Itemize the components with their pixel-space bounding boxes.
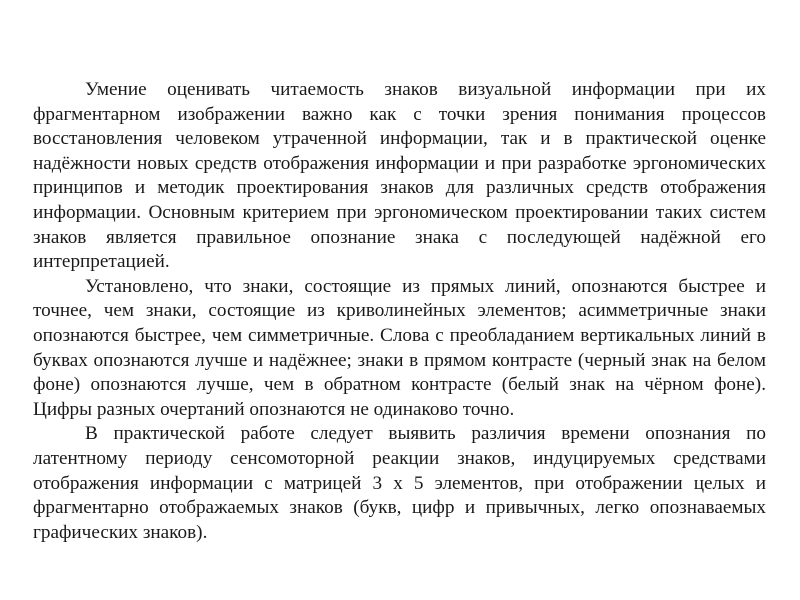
paragraph-findings: Установлено, что знаки, состоящие из прямых линий, опознаются быстрее и точнее, чем знаки, состоящие из криволинейных элементов; асимметричные знаки опознаются быстрее, чем симметричные. Слова с преобладанием вертикальных линий в буквах опознаются лучше и надёжнее; знаки в прямом контрасте (черный знак на белом фоне) опознаются лучше, чем в обратном контрасте (белый знак на чёрном фоне). Цифры разных очертаний опознаются не одинаково точно. [33, 275, 766, 420]
paragraph-readability: Умение оценивать читаемость знаков визуальной информации при их фрагментарном изображении важно как с точки зрения понимания процессов восстановления человеком утраченной информации, так и в практической оценке надёжности новых средств отображения информации и при разработке эргономических принципов и методик проектирования знаков для различных средств отображения информации. Основным критерием при эргономическом проектировании таких систем знаков является правильное опознание знака с последующей надёжной его интерпретацией. [33, 79, 766, 273]
document-text [33, 78, 766, 545]
paragraph-practical-work: В практической работе следует выявить различия времени опознания по латентному периоду сенсомоторной реакции знаков, индуцируемых средствами отображения информации с матрицей 3 х 5 элементов, при отображении целых и фрагментарно отображаемых знаков (букв, цифр и привычных, легко опознаваемых графических знаков). [33, 423, 766, 543]
